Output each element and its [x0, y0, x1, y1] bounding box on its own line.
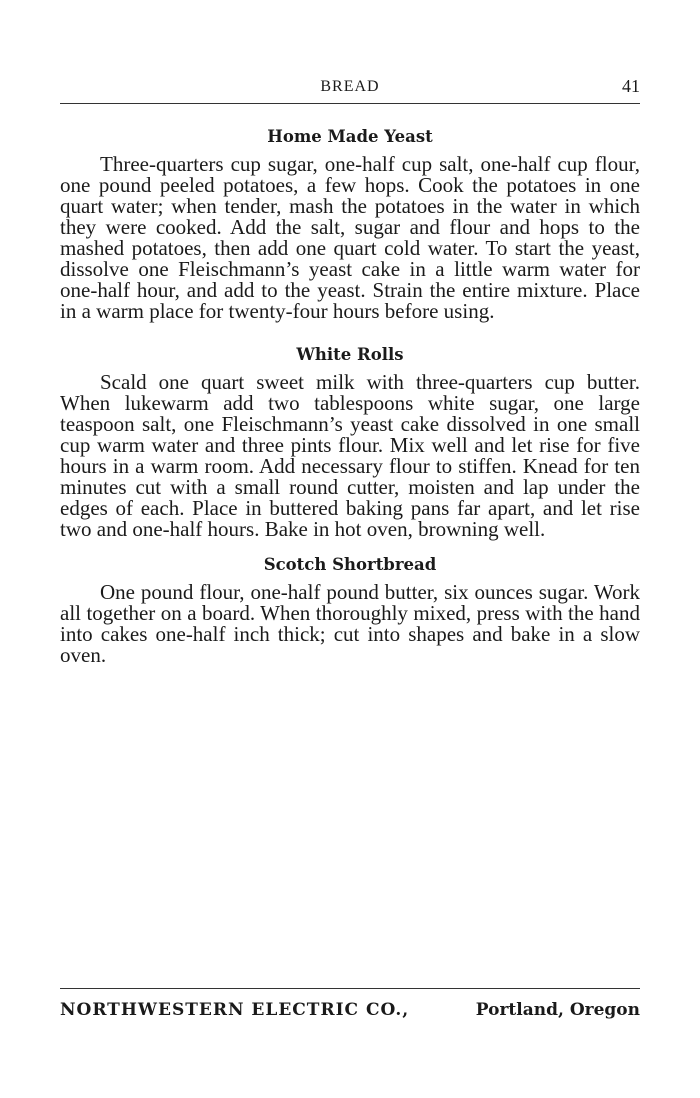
running-head	[60, 76, 640, 100]
header-rule	[60, 103, 640, 104]
page-content	[60, 126, 640, 666]
recipe-body: One pound flour, one-half pound butter, six ounces sugar. Work all together on a board. When thoroughly mixed, press with the hand into cakes one-half inch thick; cut into shapes and bake in a slow oven.	[60, 580, 640, 667]
footer-location: Portland, Oregon	[475, 1000, 640, 1020]
recipe-title: White Rolls	[296, 345, 404, 364]
page-footer	[60, 1000, 640, 1020]
page-number: 41	[622, 76, 640, 96]
recipe-white-rolls	[60, 344, 640, 540]
recipe-body: Scald one quart sweet milk with three-quarters cup butter. When lukewarm add two tablespoons white sugar, one large teaspoon salt, one Fleischmann’s yeast cake dissolved in one small cup warm water and three pints flour. Mix well and let rise for five hours in a warm room. Add necessary flour to stiffen. Knead for ten minutes cut with a small round cutter, moisten and lap under the edges of each. Place in buttered baking pans far apart, and let rise two and one-half hours. Bake in hot oven, browning well.	[60, 370, 640, 541]
footer-company: NORTHWESTERN ELECTRIC CO.,	[60, 1000, 410, 1020]
recipe-body: Three-quarters cup sugar, one-half cup salt, one-half cup flour, one pound peeled potatoes, a few hops. Cook the potatoes in one quart water; when tender, mash the potatoes in the water in which they were cooked. Add the salt, sugar and flour and hops to the mashed potatoes, then add one quart cold water. To start the yeast, dissolve one Fleischmann’s yeast cake in a little warm water for one-half hour, and add to the yeast. Strain the entire mixture. Place in a warm place for twenty-four hours before using.	[60, 152, 640, 323]
recipe-title: Home Made Yeast	[267, 127, 433, 146]
footer-rule	[60, 988, 640, 989]
recipe-home-made-yeast	[60, 126, 640, 322]
recipe-scotch-shortbread	[60, 554, 640, 666]
running-title: BREAD	[320, 78, 380, 95]
recipe-title: Scotch Shortbread	[263, 555, 437, 574]
